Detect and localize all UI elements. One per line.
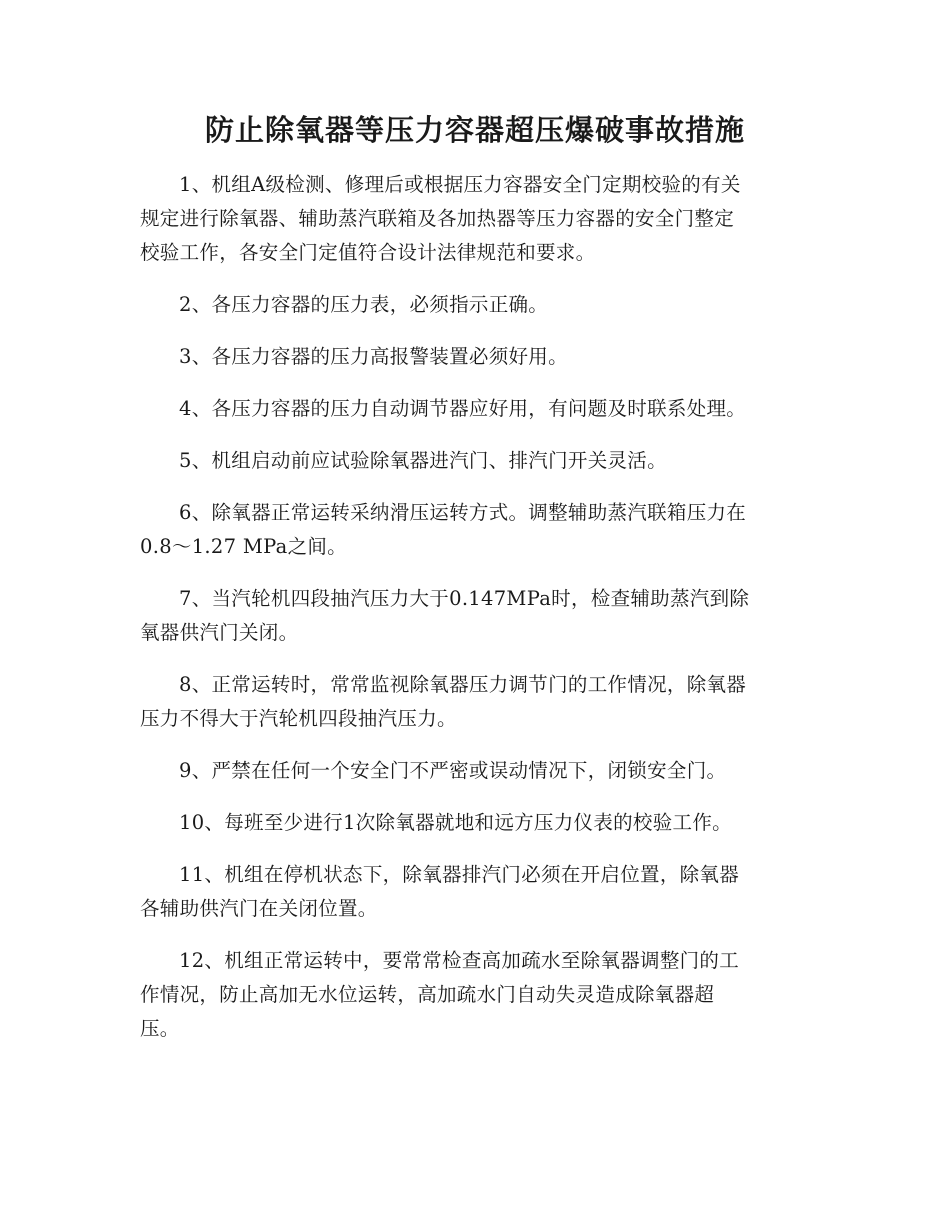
paragraph-line: 4、各压力容器的压力自动调节器应好用，有问题及时联系处理。 — [179, 397, 747, 420]
paragraph-12 — [140, 944, 810, 1046]
paragraph-line: 3、各压力容器的压力高报警装置必须好用。 — [179, 345, 568, 368]
paragraph-line: 作情况，防止高加无水位运转，高加疏水门自动失灵造成除氧器超 — [140, 983, 715, 1006]
paragraph-line: 6、除氧器正常运转采纳滑压运转方式。调整辅助蒸汽联箱压力在 — [179, 501, 747, 524]
paragraph-3 — [140, 340, 810, 374]
paragraph-line: 10、每班至少进行1次除氧器就地和远方压力仪表的校验工作。 — [179, 811, 732, 834]
paragraph-line: 压。 — [140, 1017, 180, 1040]
paragraph-2 — [140, 288, 810, 322]
paragraph-5 — [140, 444, 810, 478]
paragraph-line: 12、机组正常运转中，要常常检查高加疏水至除氧器调整门的工 — [179, 949, 740, 972]
paragraph-line: 2、各压力容器的压力表，必须指示正确。 — [179, 293, 549, 316]
paragraph-4 — [140, 392, 810, 426]
paragraph-line: 7、当汽轮机四段抽汽压力大于0.147MPa时，检查辅助蒸汽到除 — [179, 587, 750, 610]
paragraph-line: 校验工作，各安全门定值符合设计法律规范和要求。 — [140, 241, 596, 264]
paragraph-line: 各辅助供汽门在关闭位置。 — [140, 897, 378, 920]
paragraph-line: 11、机组在停机状态下，除氧器排汽门必须在开启位置，除氧器 — [179, 863, 740, 886]
paragraph-1 — [140, 168, 810, 270]
paragraph-line: 5、机组启动前应试验除氧器进汽门、排汽门开关灵活。 — [179, 449, 667, 472]
paragraph-line: 规定进行除氧器、辅助蒸汽联箱及各加热器等压力容器的安全门整定 — [140, 207, 735, 230]
document-body — [140, 168, 810, 1064]
paragraph-line: 1、机组A级检测、修理后或根据压力容器安全门定期校验的有关 — [179, 173, 741, 196]
paragraph-line: 压力不得大于汽轮机四段抽汽压力。 — [140, 707, 457, 730]
paragraph-11 — [140, 858, 810, 926]
paragraph-line: 8、正常运转时，常常监视除氧器压力调节门的工作情况，除氧器 — [179, 673, 747, 696]
paragraph-9 — [140, 754, 810, 788]
paragraph-line: 0.8～1.27 MPa之间。 — [140, 535, 347, 558]
paragraph-line: 氧器供汽门关闭。 — [140, 621, 299, 644]
paragraph-8 — [140, 668, 810, 736]
paragraph-6 — [140, 496, 810, 564]
document-title: 防止除氧器等压力容器超压爆破事故措施 — [204, 113, 745, 147]
paragraph-7 — [140, 582, 810, 650]
paragraph-10 — [140, 806, 810, 840]
paragraph-line: 9、严禁在任何一个安全门不严密或误动情况下，闭锁安全门。 — [179, 759, 727, 782]
